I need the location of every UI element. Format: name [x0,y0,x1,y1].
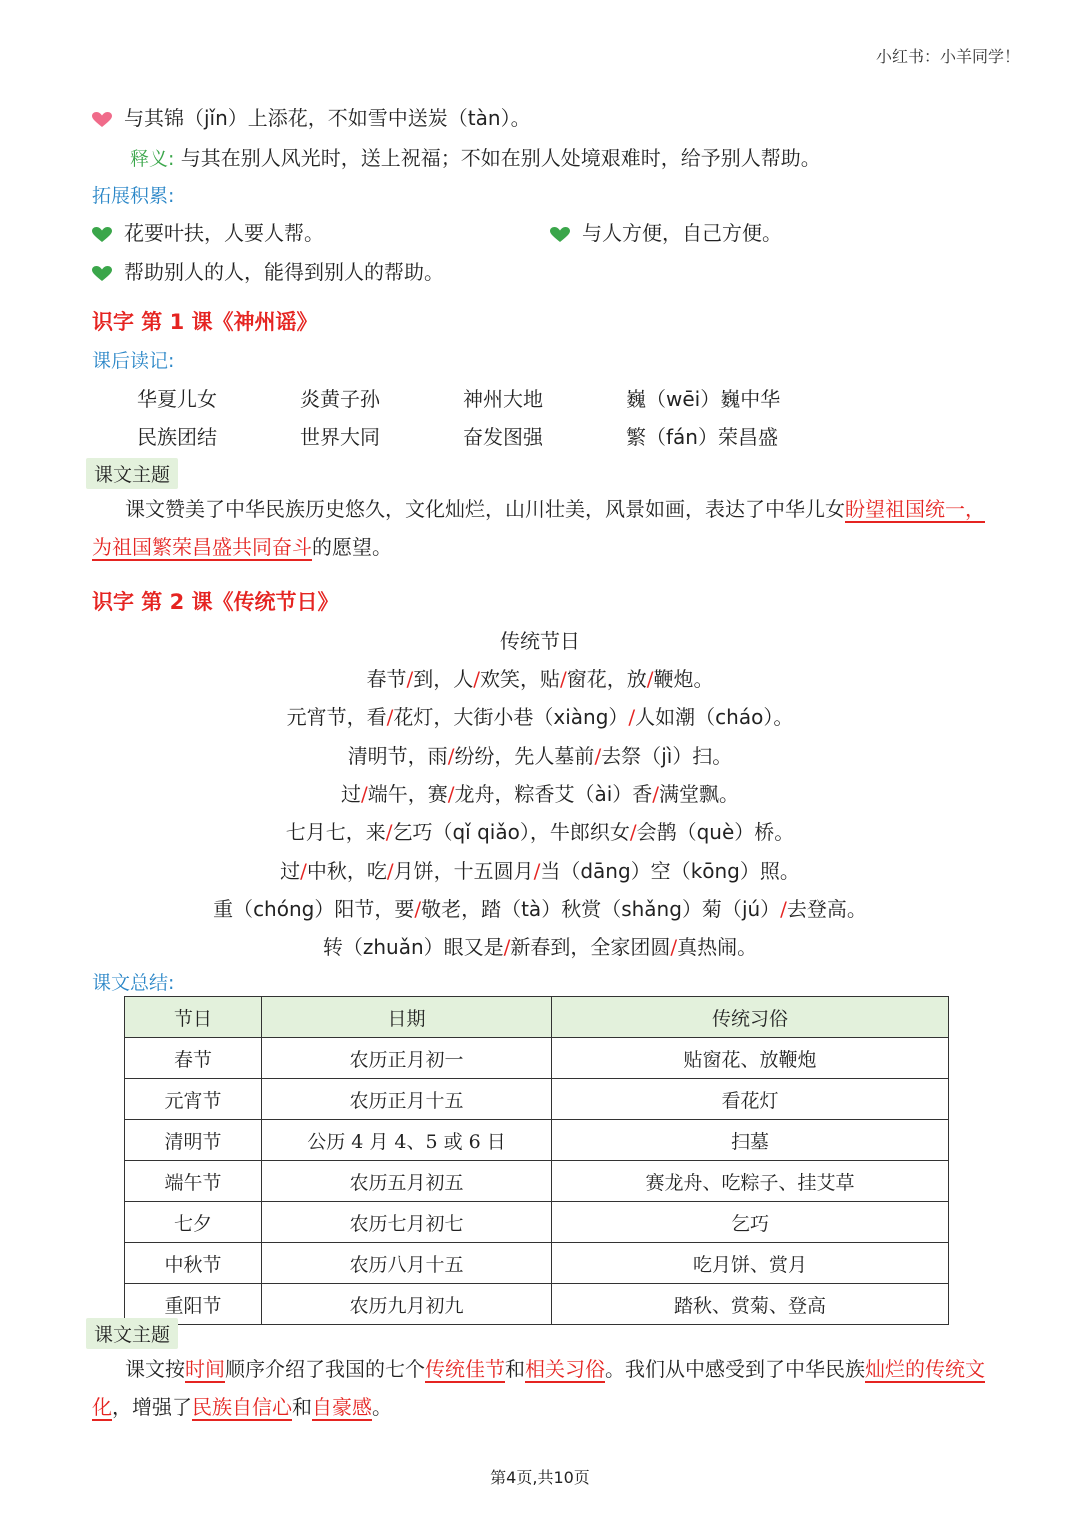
poem-text: ） [608,705,629,730]
pause-slash: / [385,820,393,845]
poem-text: 欢笑，贴 [480,667,560,691]
poem-text: ）扫。 [672,743,733,768]
green-heart-icon [550,227,570,243]
pause-slash: / [560,667,567,691]
poem-text: 清明节，雨 [347,743,448,768]
pinyin: jì [661,743,673,768]
poem-text: 去登高。 [786,896,867,921]
table-cell: 扫墓 [552,1120,949,1161]
pinyin: ài [594,781,613,806]
page-footer: 第4页,共10页 [490,1468,590,1487]
reading-word: 华夏儿女 [137,387,217,411]
poem-text: 过 [280,858,301,883]
lesson2-title: 识字 第 2 课《传统节日》 [92,590,339,614]
pinyin: zhuǎn [362,935,424,960]
reading-word: 世界大同 [300,425,380,449]
pinyin: jú [741,896,761,921]
poem-line [0,931,1080,960]
pause-slash: / [594,743,602,768]
pause-slash: / [386,705,394,730]
theme-text: 和 [505,1357,525,1381]
pause-slash: / [473,667,480,691]
poem-line [0,701,1080,730]
highlight-text: 相关习俗 [525,1357,605,1381]
pause-slash: / [360,781,368,806]
highlight-text: 时间 [185,1357,225,1381]
pause-slash: / [406,667,414,691]
table-cell: 重阳节 [125,1284,262,1325]
reading-word: 奋发图强 [463,425,543,449]
pinyin: tà [521,896,542,921]
pause-slash: / [646,667,654,691]
table-row [125,1038,949,1079]
theme-text: 顺序介绍了我国的七个 [225,1357,425,1381]
poem-text: 乞巧（ [392,820,453,845]
pause-slash: / [629,820,637,845]
poem-text: 转（ [322,935,363,960]
table-row [125,1161,949,1202]
table-cell: 踏秋、赏菊、登高 [552,1284,949,1325]
pause-slash: / [670,935,678,960]
lesson2-theme-label: 课文主题 [86,1318,178,1349]
table-body [125,1038,949,1325]
table-row [125,1120,949,1161]
highlight-text: 传统佳节 [425,1357,505,1381]
poem-text: 窗花，放 [566,667,647,691]
poem-text: 会鹊（ [636,820,697,845]
pause-slash: / [447,781,455,806]
poem-text: ）。 [763,705,794,730]
pinyin: fán [666,425,698,449]
highlight-text: 灿烂的传统文化 [92,1357,985,1419]
pause-slash: / [533,858,541,883]
poem-text: 纷纷，先人墓前 [454,743,595,768]
table-cell: 乞巧 [552,1202,949,1243]
pause-slash: / [503,935,511,960]
table-cell: 七夕 [125,1202,262,1243]
table-cell: 中秋节 [125,1243,262,1284]
pause-slash: / [300,858,307,883]
poem-text: 鞭炮。 [653,667,714,691]
table-cell: 农历正月十五 [262,1079,552,1120]
table-row [125,1202,949,1243]
poem-text: 过 [340,781,361,806]
poem-text: 中秋，吃 [306,858,387,883]
table-cell: 农历正月初一 [262,1038,552,1079]
pause-slash: / [386,858,394,883]
table-cell: 农历五月初五 [262,1161,552,1202]
highlight-text: 盼望祖国统一，为祖国繁荣昌盛共同奋斗 [92,497,985,559]
poem-text: ），牛郎织女 [519,820,630,845]
reading-word: 民族团结 [137,425,217,449]
table-cell: 农历九月初九 [262,1284,552,1325]
lesson2-theme-paragraph [92,1350,992,1426]
theme-text: 和 [292,1395,312,1419]
poem-text: ）菊（ [681,896,742,921]
lesson1-theme-label: 课文主题 [86,458,178,489]
proverb-pre1: 与其锦（ [124,106,204,130]
reading-word: 神州大地 [463,387,543,411]
poem-line [0,855,1080,884]
highlight-text: 民族自信心 [192,1395,292,1419]
pinyin: tàn [467,106,501,130]
watermark: 小红书：小羊同学！ [875,47,1020,66]
lesson1-theme-paragraph: 课文赞美了中华民族历史悠久，文化灿烂，山川壮美，风景如画，表达了中华儿女盼望祖国统一，为祖国繁荣昌盛共同奋斗的愿望。 [92,497,985,559]
pinyin: wēi [666,387,701,411]
meaning-label: 释义: [130,148,175,170]
table-cell: 农历七月初七 [262,1202,552,1243]
lesson1-reading-label: 课后读记: [92,350,175,372]
expand-item [92,256,444,285]
table-header-cell: 节日 [125,997,262,1038]
pause-slash: / [780,896,787,921]
pause-slash: / [447,743,455,768]
poem-text: 敬老，踏（ [421,896,522,921]
table-header-row [125,997,949,1038]
poem-text: 去祭（ [601,743,662,768]
poem-text: 新春到，全家团圆 [510,935,671,960]
table-cell: 清明节 [125,1120,262,1161]
table-header-cell: 日期 [262,997,552,1038]
proverb-mid: ）上添花，不如雪中送炭（ [227,106,468,130]
poem-text: 龙舟，粽香艾（ [454,781,595,806]
poem-line [0,816,1080,845]
reading-word: 繁（fán）荣昌盛 [626,425,778,449]
table-row [125,1243,949,1284]
poem-line [0,778,1080,807]
theme-text: 。我们从中感受到了中华民族 [605,1357,865,1381]
poem-line [0,893,1080,922]
lesson2-summary-label: 课文总结: [92,972,175,994]
meaning-text: 与其在别人风光时，送上祝福；不如在别人处境艰难时，给予别人帮助。 [180,146,821,170]
poem-text: 端午，赛 [367,781,448,806]
poem-text: 元宵节，看 [286,705,387,730]
proverb-meaning [130,142,821,171]
poem-text: ） [760,896,781,921]
pause-slash: / [414,896,422,921]
poem-line [0,663,1080,692]
pinyin: qǐ qiǎo [452,820,520,845]
pinyin: xiàng [553,705,609,730]
poem-text: ）秋赏（ [541,896,622,921]
table-row [125,1284,949,1325]
poem-text: 月饼，十五圆月 [393,858,534,883]
reading-word: 炎黄子孙 [300,387,380,411]
reading-word: 巍（wēi）巍中华 [626,387,781,411]
poem-text: 重（ [213,896,254,921]
poem-text: ）眼又是 [423,935,504,960]
table-cell: 公历 4 月 4、5 或 6 日 [262,1120,552,1161]
expand-item-text: 花要叶扶，人要人帮。 [124,221,324,245]
pinyin: cháo [715,705,764,730]
poem-text: ）桥。 [734,820,795,845]
poem-text: 满堂飘。 [659,781,740,806]
table-cell: 吃月饼、赏月 [552,1243,949,1284]
pinyin: què [696,820,735,845]
poem-text: 当（ [540,858,581,883]
pinyin: chóng [253,896,315,921]
theme-text: ，增强了 [112,1395,192,1419]
pause-slash: / [652,781,660,806]
lesson1-title: 识字 第 1 课《神州谣》 [92,310,318,334]
expand-label: 拓展积累: [92,185,175,207]
poem-line [0,740,1080,769]
poem-text: ）阳节，要 [314,896,415,921]
table-cell: 看花灯 [552,1079,949,1120]
pause-slash: / [628,705,636,730]
green-heart-icon [92,227,112,243]
poem-text: ）香 [612,781,653,806]
poem-text: 春节 [366,667,407,691]
proverb-post: ）。 [500,106,531,130]
table-row [125,1079,949,1120]
highlight-text: 自豪感 [312,1395,372,1419]
expand-item-text: 帮助别人的人，能得到别人的帮助。 [124,260,444,284]
pinyin: shǎng [621,896,682,921]
proverb-line [92,102,531,131]
pink-heart-icon [92,112,112,128]
table-cell: 赛龙舟、吃粽子、挂艾草 [552,1161,949,1202]
table-cell: 端午节 [125,1161,262,1202]
expand-item [92,217,324,246]
pinyin: kōng [690,858,740,883]
poem-text: ）照。 [739,858,800,883]
poem-title: 传统节日 [500,629,580,653]
table-header-cell: 传统习俗 [552,997,949,1038]
poem-text: 花灯，大街小巷（ [393,705,554,730]
theme-text: 。 [372,1395,392,1419]
pinyin: dāng [580,858,631,883]
festival-table [124,996,949,1325]
green-heart-icon [92,266,112,282]
table-cell: 元宵节 [125,1079,262,1120]
expand-item [550,217,782,246]
expand-item-text: 与人方便，自己方便。 [582,221,782,245]
table-cell: 贴窗花、放鞭炮 [552,1038,949,1079]
poem-text: 人如潮（ [635,705,716,730]
pinyin: jǐn [204,106,228,130]
poem-text: 真热闹。 [677,935,758,960]
poem-text: ）空（ [630,858,691,883]
theme-text: 课文按 [125,1357,185,1381]
poem-text: 七月七，来 [285,820,386,845]
poem-text: 到，人 [413,667,474,691]
table-cell: 农历八月十五 [262,1243,552,1284]
table-cell: 春节 [125,1038,262,1079]
